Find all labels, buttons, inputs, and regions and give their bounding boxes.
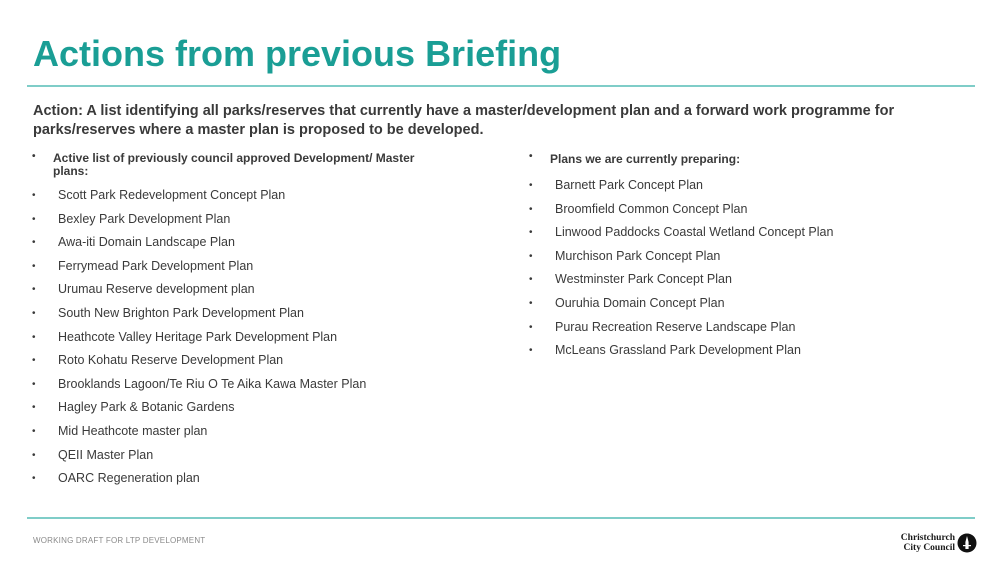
current-plans-list xyxy=(527,174,967,363)
list-item: • Bexley Park Development Plan xyxy=(30,208,450,232)
list-item: • Ouruhia Domain Concept Plan xyxy=(527,292,967,316)
list-item: • Murchison Park Concept Plan xyxy=(527,245,967,269)
approved-plans-column xyxy=(30,150,450,491)
approved-plans-list xyxy=(30,184,450,491)
list-item: • Linwood Paddocks Coastal Wetland Concept Plan xyxy=(527,221,967,245)
list-item: • Urumau Reserve development plan xyxy=(30,278,450,302)
list-item: • Barnett Park Concept Plan xyxy=(527,174,967,198)
title-divider xyxy=(27,85,975,87)
list-item: • Scott Park Redevelopment Concept Plan xyxy=(30,184,450,208)
list-item: • Hagley Park & Botanic Gardens xyxy=(30,396,450,420)
list-item: • Broomfield Common Concept Plan xyxy=(527,198,967,222)
list-item: • OARC Regeneration plan xyxy=(30,467,450,491)
approved-plans-heading: • Active list of previously council approved Development/ Master plans: xyxy=(30,150,453,178)
footer-draft-label: WORKING DRAFT FOR LTP DEVELOPMENT xyxy=(33,536,206,545)
cathedral-spire-icon xyxy=(957,533,977,553)
list-item: • Brooklands Lagoon/Te Riu O Te Aika Kawa Master Plan xyxy=(30,373,450,397)
slide-title: Actions from previous Briefing xyxy=(33,33,562,74)
footer-divider xyxy=(27,517,975,519)
list-item: • Roto Kohatu Reserve Development Plan xyxy=(30,349,450,373)
list-item: • QEII Master Plan xyxy=(30,444,450,468)
action-statement: Action: A list identifying all parks/reserves that currently have a master/development plan and a forward work programme for parks/reserves where a master plan is proposed to be developed. xyxy=(33,103,895,138)
list-item: • Mid Heathcote master plan xyxy=(30,420,450,444)
current-plans-column xyxy=(527,150,967,363)
list-item: • Purau Recreation Reserve Landscape Plan xyxy=(527,316,967,340)
current-plans-heading: • Plans we are currently preparing: xyxy=(527,150,967,166)
logo-line-2: City Council xyxy=(903,543,955,553)
list-item: • McLeans Grassland Park Development Plan xyxy=(527,339,967,363)
logo-line-1: Christchurch xyxy=(900,533,955,543)
list-item: • Ferrymead Park Development Plan xyxy=(30,255,450,279)
council-logo xyxy=(893,532,977,556)
logo-wordmark xyxy=(893,533,955,553)
list-item: • Heathcote Valley Heritage Park Development Plan xyxy=(30,326,450,350)
list-item: • South New Brighton Park Development Plan xyxy=(30,302,450,326)
list-item: • Awa-iti Domain Landscape Plan xyxy=(30,231,450,255)
list-item: • Westminster Park Concept Plan xyxy=(527,268,967,292)
